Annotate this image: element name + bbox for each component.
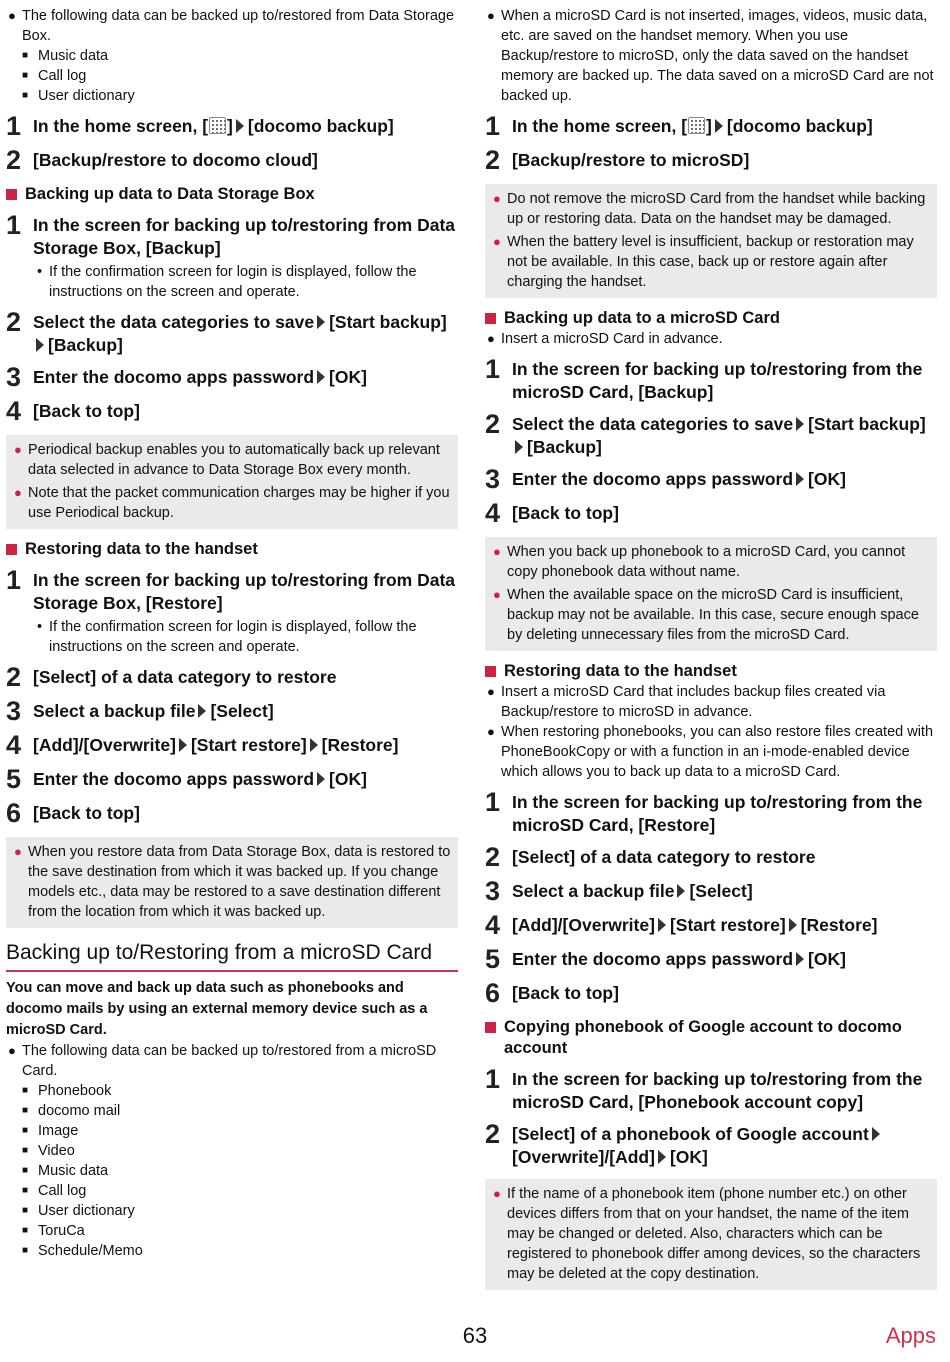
step-number: 4 [6, 730, 22, 760]
arrow-icon [677, 884, 685, 898]
prereq-bullet: ● When restoring phonebooks, you can also restore files created with PhoneBookCopy or with a function in an i-mode-enabled device which allows you to back up data to a microSD Card. [487, 724, 934, 780]
bullet-icon: ● [8, 1043, 16, 1058]
apps-grid-icon [688, 117, 705, 134]
arrow-icon [796, 952, 804, 966]
note-box [485, 184, 937, 298]
bullet-icon: ● [493, 544, 501, 559]
intro-bullet: ● When a microSD Card is not inserted, images, videos, music data, etc. are saved on the handset memory. When you use Backup/restore to microSD, only the data saved on the handset memory are backed up. The data saved on a microSD Card are not backed up. [487, 8, 934, 104]
list-item: ■ Call log [22, 1183, 87, 1199]
intro-text: You can move and back up data such as phonebooks and docomo mails by using an external memory device such as a microSD Card. [6, 980, 428, 1038]
square-bullet-icon: ■ [22, 1225, 29, 1236]
list-item: ■ User dictionary [22, 1203, 135, 1219]
step: 1 In the screen for backing up to/restoring from Data Storage Box, [Backup] [6, 210, 456, 258]
step: 3 Select a backup file [Select] [6, 696, 274, 726]
arrow-icon [872, 1127, 880, 1141]
step-number: 1 [6, 210, 22, 240]
step-number: 2 [485, 409, 501, 439]
arrow-icon [796, 472, 804, 486]
step: 4 [Back to top] [485, 498, 619, 528]
step-number: 6 [485, 978, 501, 1008]
square-marker-icon [485, 1017, 504, 1028]
note-item: ● When you back up phonebook to a microSD Card, you cannot copy phonebook data without name. [493, 544, 906, 580]
square-bullet-icon: ■ [22, 50, 29, 61]
bullet-icon: ● [14, 485, 22, 500]
bullet-icon: ● [14, 442, 22, 457]
step: 1 In the screen for backing up to/restoring from the microSD Card, [Backup] [485, 354, 923, 402]
step: 1 In the screen for backing up to/restoring from Data Storage Box, [Restore] [6, 565, 456, 613]
bullet-icon: ● [487, 684, 495, 699]
footer-section-link[interactable]: Apps [885, 1323, 936, 1348]
step: 4 [Add]/[Overwrite] [Start restore] [Restore] [485, 910, 878, 940]
step: 5 Enter the docomo apps password [OK] [6, 764, 367, 794]
step-number: 2 [6, 662, 22, 692]
arrow-icon [236, 119, 244, 133]
step: 1 In the home screen, [ ] [docomo backup] [485, 111, 873, 141]
dot-icon: • [37, 619, 43, 635]
step-number: 1 [485, 111, 501, 141]
apps-grid-icon [209, 117, 226, 134]
section-heading: Restoring data to the handset [485, 661, 937, 682]
bullet-icon: ● [493, 234, 501, 249]
step-number: 4 [6, 396, 22, 426]
arrow-icon [658, 1150, 666, 1164]
sub-note: • If the confirmation screen for login is displayed, follow the instructions on the screen and operate. [6, 262, 458, 302]
arrow-icon [317, 370, 325, 384]
step-number: 1 [485, 354, 501, 384]
step-number: 1 [485, 787, 501, 817]
section-heading: Backing up data to Data Storage Box [6, 184, 458, 205]
step-number: 2 [6, 145, 22, 175]
list-item: ■ Phonebook [22, 1083, 112, 1099]
step-number: 1 [485, 1064, 501, 1094]
square-bullet-icon: ■ [22, 90, 29, 101]
step-number: 3 [485, 876, 501, 906]
list-item: ■ ToruCa [22, 1223, 85, 1239]
sub-note: • If the confirmation screen for login is displayed, follow the instructions on the screen and operate. [6, 617, 458, 657]
note-item: ● When you restore data from Data Storage Box, data is restored to the save destination from which it was backed up. If you change models etc., data may be restored to a save destination different from the location from which it was backed up. [14, 844, 451, 920]
step: 2 Select the data categories to save [Start backup][Backup] [6, 307, 447, 355]
note-box [485, 537, 937, 651]
bullet-icon: ● [487, 331, 495, 346]
step-number: 2 [6, 307, 22, 337]
step-number: 5 [485, 944, 501, 974]
note-item: ● When the available space on the microSD Card is insufficient, backup may not be available. In this case, secure enough space by deleting unnecessary files from the microSD Card. [493, 587, 919, 643]
step: 1 In the home screen, [ ] [docomo backup] [6, 111, 394, 141]
list-item: ■ docomo mail [22, 1103, 121, 1119]
arrow-icon [789, 918, 797, 932]
bullet-icon: ● [493, 191, 501, 206]
arrow-icon [310, 738, 318, 752]
step: 4 [Back to top] [6, 396, 140, 426]
step: 6 [Back to top] [485, 978, 619, 1008]
square-bullet-icon: ■ [22, 1165, 29, 1176]
page-title: Backing up to/Restoring from a microSD Card [6, 940, 458, 972]
step-number: 5 [6, 764, 22, 794]
step-number: 3 [6, 362, 22, 392]
arrow-icon [179, 738, 187, 752]
square-bullet-icon: ■ [22, 1085, 29, 1096]
bullet-icon: ● [487, 8, 495, 23]
square-bullet-icon: ■ [22, 70, 29, 81]
arrow-icon [198, 704, 206, 718]
right-column [485, 6, 937, 1290]
square-bullet-icon: ■ [22, 1125, 29, 1136]
step-number: 2 [485, 145, 501, 175]
step: 1 In the screen for backing up to/restoring from the microSD Card, [Restore] [485, 787, 923, 835]
square-bullet-icon: ■ [22, 1185, 29, 1196]
sd-data-list [6, 1081, 458, 1261]
square-marker-icon [485, 661, 504, 672]
arrow-icon [317, 772, 325, 786]
step: 2 Select the data categories to save [Start backup][Backup] [485, 409, 926, 457]
step-number: 4 [485, 910, 501, 940]
arrow-icon [658, 918, 666, 932]
step: 6 [Back to top] [6, 798, 140, 828]
list-item: ■ User dictionary [22, 88, 135, 104]
step-number: 4 [485, 498, 501, 528]
list-item: ■ Schedule/Memo [22, 1243, 143, 1259]
note-item: ● Periodical backup enables you to automatically back up relevant data selected in advance to Data Storage Box every month. [14, 442, 440, 478]
bullet-icon: ● [8, 8, 16, 23]
intro-bullet: ● The following data can be backed up to/restored from Data Storage Box. [8, 8, 455, 44]
cloud-data-list [6, 46, 458, 106]
step-number: 1 [6, 111, 22, 141]
note-item: ● Note that the packet communication charges may be higher if you use Periodical backup. [14, 485, 450, 521]
step-number: 1 [6, 565, 22, 595]
bullet-icon: ● [487, 724, 495, 739]
list-item: ■ Video [22, 1143, 75, 1159]
section-heading: Copying phonebook of Google account to docomo account [485, 1017, 937, 1059]
square-marker-icon [485, 308, 504, 319]
intro-bullet: ● The following data can be backed up to/restored from a microSD Card. [8, 1043, 437, 1079]
prereq-bullet: ● Insert a microSD Card in advance. [487, 331, 723, 347]
step: 4 [Add]/[Overwrite] [Start restore] [Restore] [6, 730, 399, 760]
note-item: ● If the name of a phonebook item (phone number etc.) on other devices differs from that on your handset, the name of the item may be changed or deleted. Also, characters which can be registered to phonebook differ among devices, so the characters may be deleted at the copy destination. [493, 1186, 921, 1282]
square-bullet-icon: ■ [22, 1205, 29, 1216]
step: 5 Enter the docomo apps password [OK] [485, 944, 846, 974]
arrow-icon [317, 315, 325, 329]
step: 2 [Select] of a data category to restore [6, 662, 337, 692]
bullet-icon: ● [493, 587, 501, 602]
arrow-icon [515, 440, 523, 454]
bullet-icon: ● [493, 1186, 501, 1201]
step: 3 Select a backup file [Select] [485, 876, 753, 906]
list-item: ■ Image [22, 1123, 79, 1139]
step: 2 [Backup/restore to microSD] [485, 145, 750, 175]
step-number: 2 [485, 842, 501, 872]
step-number: 2 [485, 1119, 501, 1149]
note-box [6, 837, 458, 928]
step: 2 [Select] of a data category to restore [485, 842, 816, 872]
note-item: ● When the battery level is insufficient, backup or restoration may not be available. In this case, back up or restore again after charging the handset. [493, 234, 914, 290]
step-number: 6 [6, 798, 22, 828]
square-bullet-icon: ■ [22, 1245, 29, 1256]
bullet-icon: ● [14, 844, 22, 859]
dot-icon: • [37, 264, 43, 280]
arrow-icon [715, 119, 723, 133]
note-item: ● Do not remove the microSD Card from the handset while backing up or restoring data. Data on the handset may be damaged. [493, 191, 926, 227]
note-box [6, 435, 458, 529]
square-marker-icon [6, 184, 25, 195]
section-heading: Backing up data to a microSD Card [485, 308, 937, 329]
step: 3 Enter the docomo apps password [OK] [485, 464, 846, 494]
section-heading: Restoring data to the handset [6, 539, 458, 560]
note-box [485, 1179, 937, 1290]
list-item: ■ Music data [22, 1163, 109, 1179]
square-bullet-icon: ■ [22, 1105, 29, 1116]
step-number: 3 [485, 464, 501, 494]
square-bullet-icon: ■ [22, 1145, 29, 1156]
step: 3 Enter the docomo apps password [OK] [6, 362, 367, 392]
page-number: 63 [462, 1323, 488, 1348]
list-item: ■ Call log [22, 68, 87, 84]
left-column [6, 6, 458, 1261]
step: 2 [Select] of a phonebook of Google account[Overwrite]/[Add] [OK] [485, 1120, 937, 1169]
prereq-bullet: ● Insert a microSD Card that includes backup files created via Backup/restore to microSD in advance. [487, 684, 886, 720]
list-item: ■ Music data [22, 48, 109, 64]
step: 1 In the screen for backing up to/restoring from the microSD Card, [Phonebook account copy] [485, 1064, 923, 1112]
arrow-icon [36, 338, 44, 352]
arrow-icon [796, 417, 804, 431]
step-number: 3 [6, 696, 22, 726]
square-marker-icon [6, 539, 25, 550]
step: 2 [Backup/restore to docomo cloud] [6, 145, 318, 175]
